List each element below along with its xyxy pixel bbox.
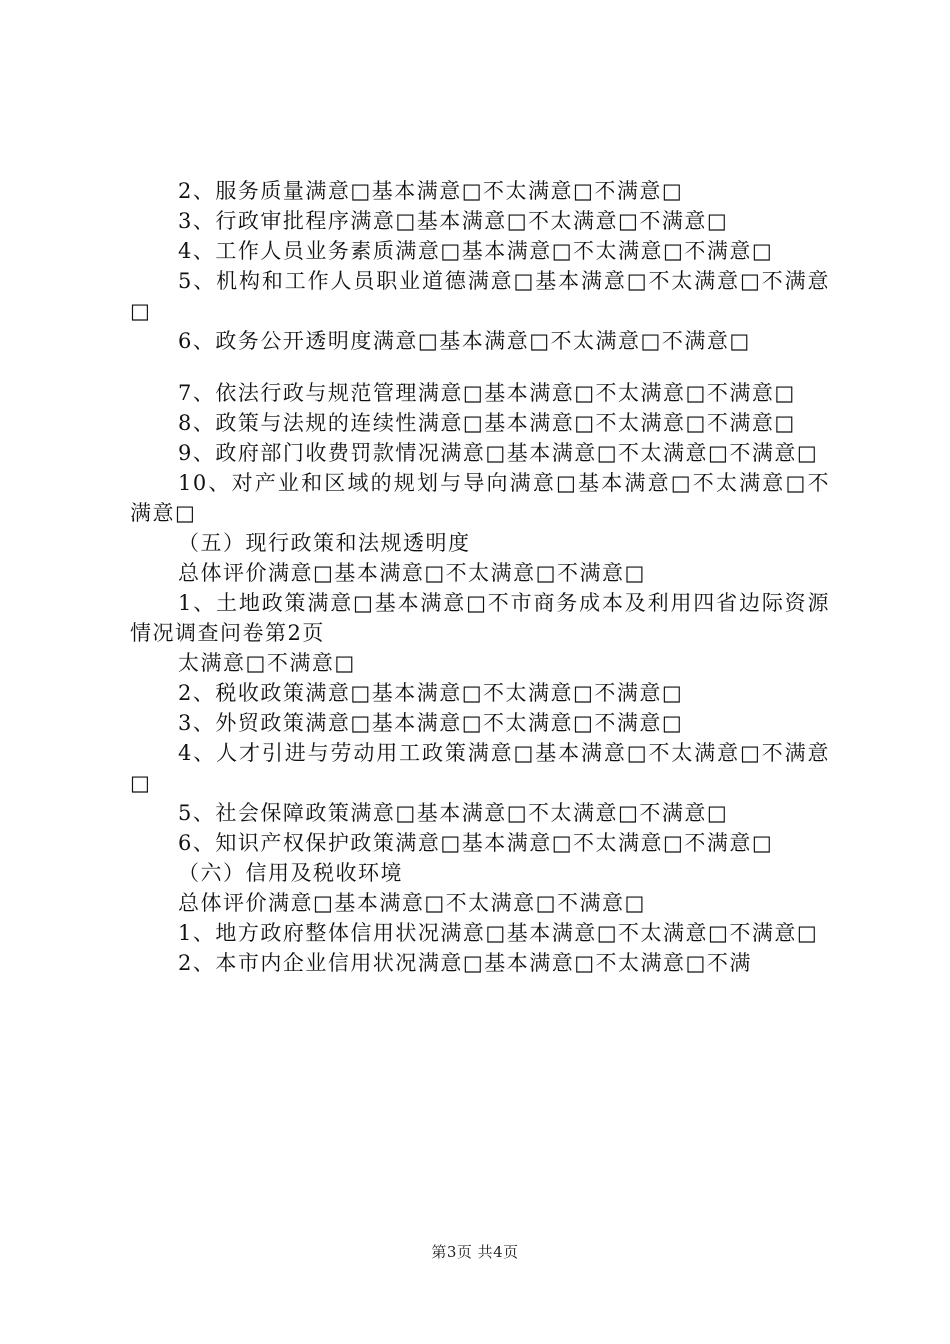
question-fees-fines: 9、政府部门收费罚款情况满意□基本满意□不太满意□不满意□ bbox=[178, 441, 819, 465]
paragraph-gap bbox=[130, 356, 830, 378]
question-labor-policy: 4、人才引进与劳动用工政策满意□基本满意□不太满意□不满意□ bbox=[130, 741, 830, 795]
question-government-credit: 1、地方政府整体信用状况满意□基本满意□不太满意□不满意□ bbox=[178, 921, 819, 945]
question-staff-competence: 4、工作人员业务素质满意□基本满意□不太满意□不满意□ bbox=[178, 239, 774, 263]
question-service-quality: 2、服务质量满意□基本满意□不太满意□不满意□ bbox=[178, 179, 684, 203]
question-ip-protection: 6、知识产权保护政策满意□基本满意□不太满意□不满意□ bbox=[178, 831, 774, 855]
question-land-policy-continued: 太满意□不满意□ bbox=[178, 651, 356, 675]
question-land-policy: 1、土地政策满意□基本满意□不市商务成本及利用四省边际资源情况调查问卷第2页 bbox=[130, 591, 830, 645]
section-heading-policy-transparency: （五）现行政策和法规透明度 bbox=[178, 531, 471, 555]
overall-rating-credit: 总体评价满意□基本满意□不太满意□不满意□ bbox=[178, 891, 646, 915]
question-enterprise-credit: 2、本市内企业信用状况满意□基本满意□不太满意□不满 bbox=[178, 951, 752, 975]
document-body bbox=[130, 176, 830, 978]
page-number: 第3页 共4页 bbox=[431, 1243, 519, 1261]
question-trade-policy: 3、外贸政策满意□基本满意□不太满意□不满意□ bbox=[178, 711, 684, 735]
question-professional-ethics: 5、机构和工作人员职业道德满意□基本满意□不太满意□不满意□ bbox=[130, 269, 830, 323]
question-tax-policy: 2、税收政策满意□基本满意□不太满意□不满意□ bbox=[178, 681, 684, 705]
question-lawful-administration: 7、依法行政与规范管理满意□基本满意□不太满意□不满意□ bbox=[178, 381, 796, 405]
question-industry-planning: 10、对产业和区域的规划与导向满意□基本满意□不太满意□不满意□ bbox=[130, 471, 830, 525]
section-heading-credit-tax: （六）信用及税收环境 bbox=[178, 861, 403, 885]
overall-rating-policy: 总体评价满意□基本满意□不太满意□不满意□ bbox=[178, 561, 646, 585]
question-approval-procedure: 3、行政审批程序满意□基本满意□不太满意□不满意□ bbox=[178, 209, 729, 233]
question-policy-continuity: 8、政策与法规的连续性满意□基本满意□不太满意□不满意□ bbox=[178, 411, 796, 435]
question-transparency: 6、政务公开透明度满意□基本满意□不太满意□不满意□ bbox=[178, 329, 751, 353]
question-social-security: 5、社会保障政策满意□基本满意□不太满意□不满意□ bbox=[178, 801, 729, 825]
